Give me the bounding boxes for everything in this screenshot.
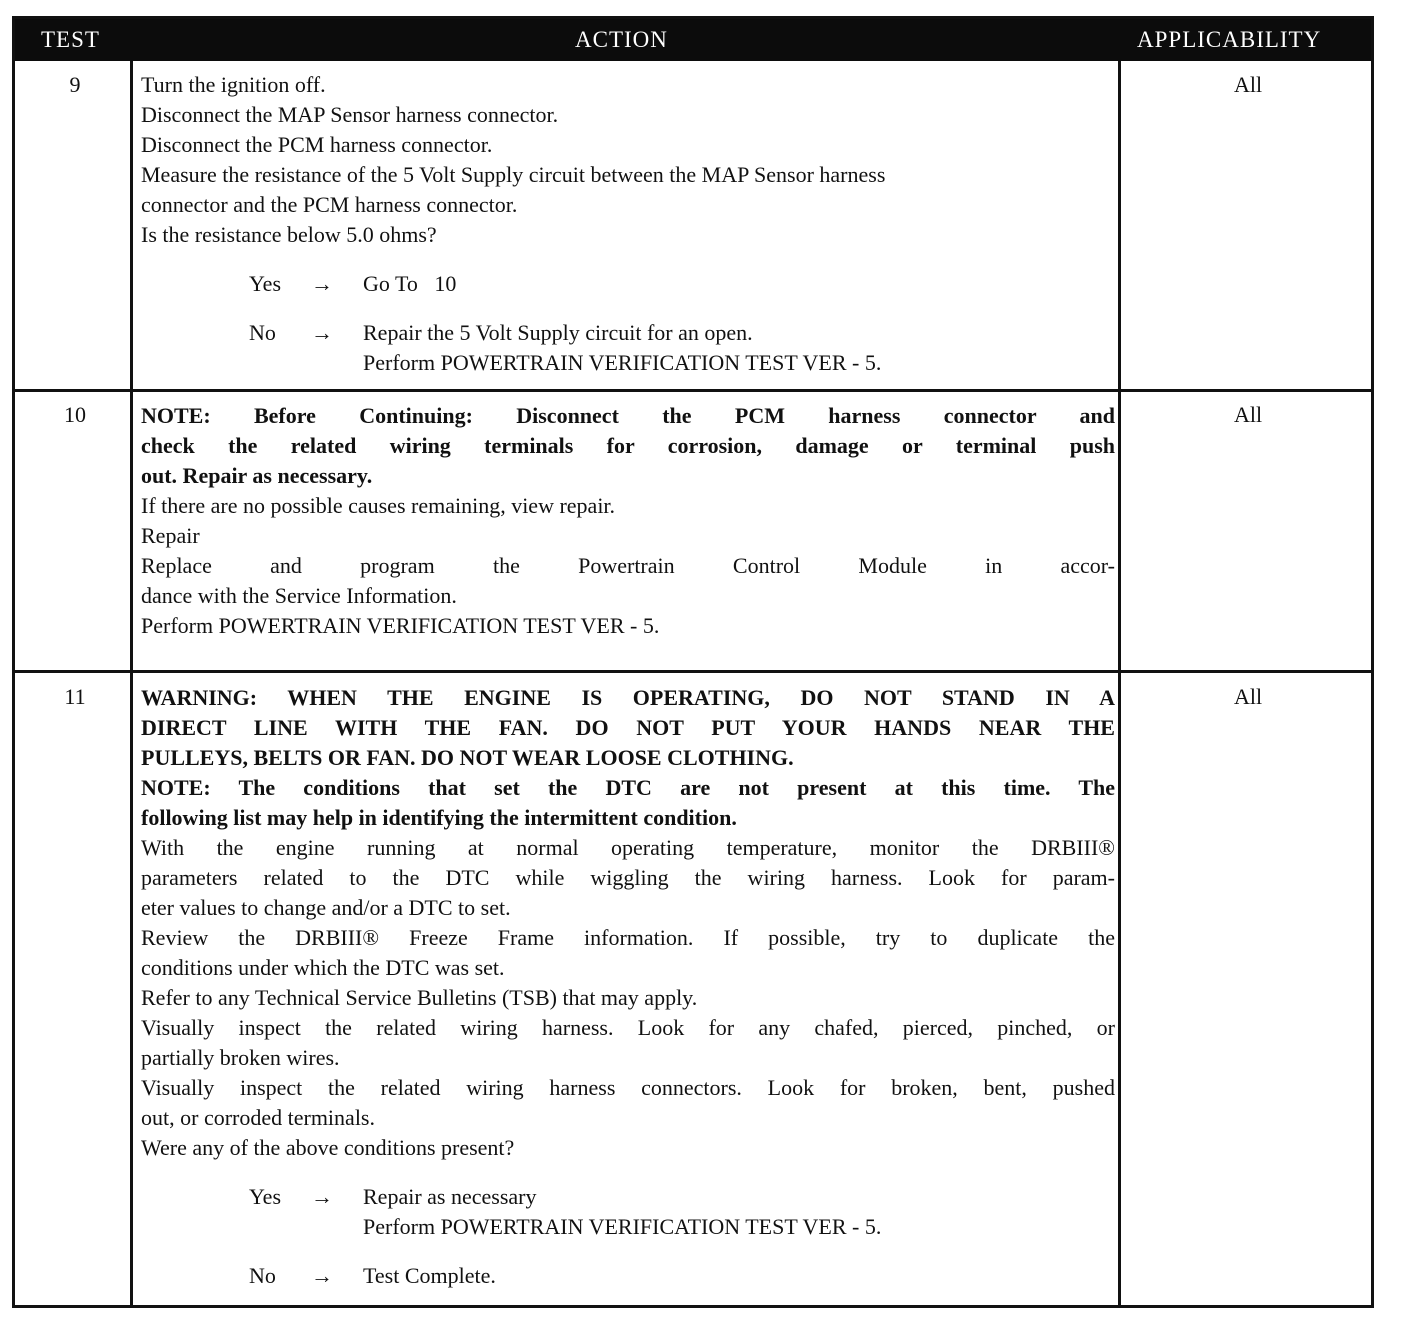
no-label: No — [249, 1263, 276, 1288]
arrow-icon: → — [311, 1184, 333, 1209]
test-number: 9 — [69, 72, 81, 97]
note-line: following list may help in identifying the intermittent condition. — [141, 805, 737, 830]
action-cell-10 — [141, 401, 1115, 641]
warning-line: DIRECT LINE WITH THE FAN. DO NOT PUT YOUR HANDS NEAR THE — [141, 715, 1115, 740]
test-number: 10 — [64, 402, 86, 427]
table-header — [15, 19, 1371, 61]
action-line: out, or corroded terminals. — [141, 1105, 375, 1130]
repair-label: Repair — [141, 523, 200, 548]
action-line: Review the DRBIII® Freeze Frame information. If possible, try to duplicate the — [141, 925, 1115, 950]
no-label: No — [249, 320, 276, 345]
action-line: If there are no possible causes remaining, view repair. — [141, 493, 616, 518]
no-text: Test Complete. — [363, 1263, 496, 1288]
action-line: Visually inspect the related wiring harness connectors. Look for broken, bent, pushed — [141, 1075, 1115, 1100]
action-cell-11 — [141, 683, 1115, 1291]
action-cell-9 — [141, 70, 1115, 378]
header-action: ACTION — [575, 27, 668, 52]
no-branch — [141, 318, 1115, 348]
arrow-icon: → — [311, 271, 333, 296]
header-test: TEST — [41, 27, 100, 52]
arrow-icon: → — [311, 1263, 333, 1288]
row-divider — [15, 389, 1371, 392]
action-line: conditions under which the DTC was set. — [141, 955, 505, 980]
repair-line: dance with the Service Information. — [141, 583, 457, 608]
header-applicability: APPLICABILITY — [1137, 27, 1322, 52]
action-line: partially broken wires. — [141, 1045, 340, 1070]
column-divider-applicability — [1118, 61, 1121, 1308]
action-line: Disconnect the PCM harness connector. — [141, 132, 493, 157]
repair-line: Replace and program the Powertrain Control Module in accor- — [141, 553, 1115, 578]
action-line: With the engine running at normal operating temperature, monitor the DRBIII® — [141, 835, 1115, 860]
action-line: eter values to change and/or a DTC to set. — [141, 895, 511, 920]
warning-line: WARNING: WHEN THE ENGINE IS OPERATING, DO NOT STAND IN A — [141, 685, 1115, 710]
action-line: Refer to any Technical Service Bulletins (TSB) that may apply. — [141, 985, 698, 1010]
yes-text-continued: Perform POWERTRAIN VERIFICATION TEST VER - 5. — [363, 1214, 882, 1239]
note-line: out. Repair as necessary. — [141, 463, 373, 488]
applicability-value: All — [1233, 684, 1263, 709]
yes-text: Go To 10 — [363, 271, 457, 296]
action-line: Were any of the above conditions present? — [141, 1135, 515, 1160]
action-line: Measure the resistance of the 5 Volt Supply circuit between the MAP Sensor harness — [141, 162, 886, 187]
diagnostic-table — [12, 16, 1374, 1308]
test-number: 11 — [64, 684, 86, 709]
action-line: Visually inspect the related wiring harness. Look for any chafed, pierced, pinched, or — [141, 1015, 1115, 1040]
note-line: NOTE: The conditions that set the DTC are not present at this time. The — [141, 775, 1115, 800]
repair-line: Perform POWERTRAIN VERIFICATION TEST VER - 5. — [141, 613, 660, 638]
action-line: Is the resistance below 5.0 ohms? — [141, 222, 437, 247]
no-text: Repair the 5 Volt Supply circuit for an open. — [363, 320, 753, 345]
action-line: parameters related to the DTC while wiggling the wiring harness. Look for param- — [141, 865, 1115, 890]
no-branch — [141, 1261, 1115, 1291]
action-line: Disconnect the MAP Sensor harness connector. — [141, 102, 559, 127]
warning-line: PULLEYS, BELTS OR FAN. DO NOT WEAR LOOSE CLOTHING. — [141, 745, 794, 770]
arrow-icon: → — [311, 320, 333, 345]
action-line: connector and the PCM harness connector. — [141, 192, 518, 217]
yes-label: Yes — [249, 1184, 282, 1209]
yes-branch — [141, 269, 1115, 299]
applicability-value: All — [1233, 402, 1263, 427]
applicability-value: All — [1233, 72, 1263, 97]
row-divider — [15, 670, 1371, 673]
note-line: check the related wiring terminals for corrosion, damage or terminal push — [141, 433, 1115, 458]
yes-branch — [141, 1182, 1115, 1212]
yes-text: Repair as necessary — [363, 1184, 537, 1209]
no-text-continued: Perform POWERTRAIN VERIFICATION TEST VER - 5. — [363, 350, 882, 375]
action-line: Turn the ignition off. — [141, 72, 326, 97]
yes-label: Yes — [249, 271, 282, 296]
note-line: NOTE: Before Continuing: Disconnect the PCM harness connector and — [141, 403, 1115, 428]
